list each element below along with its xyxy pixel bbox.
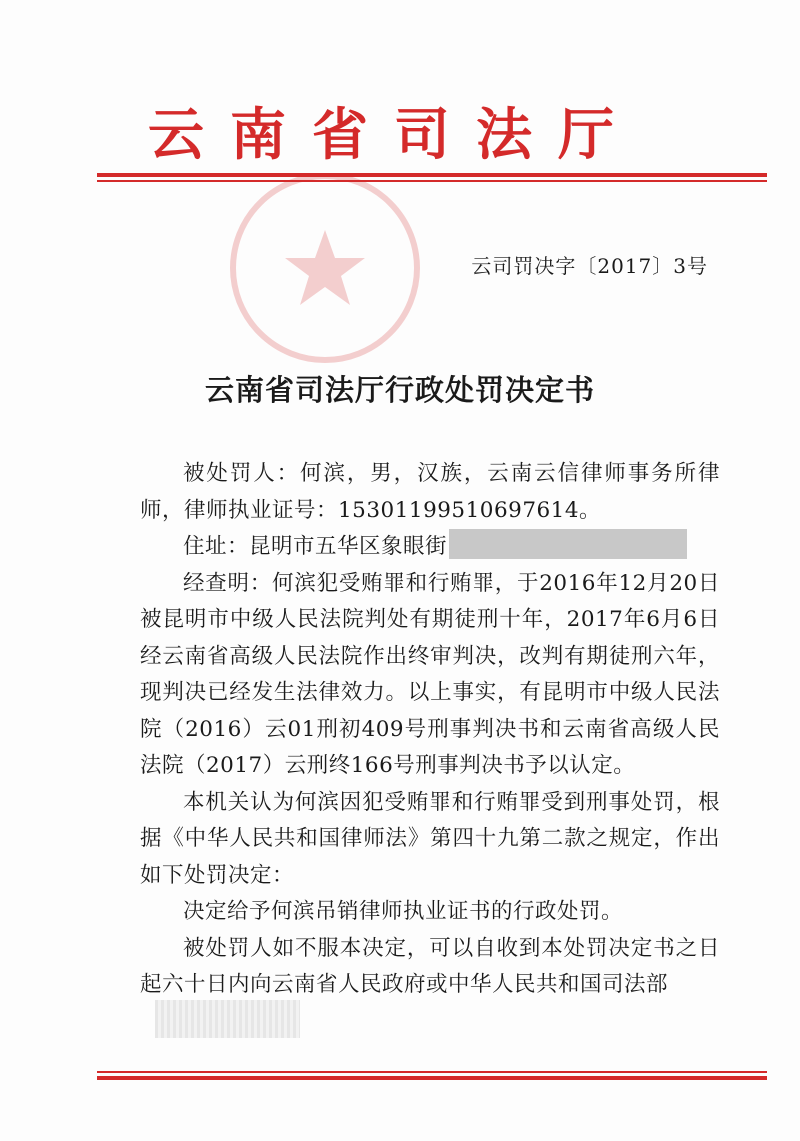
redacted-address	[449, 529, 687, 559]
document-title: 云南省司法厅行政处罚决定书	[204, 373, 595, 407]
official-seal	[225, 168, 425, 368]
document-number: 云司罚决字〔2017〕3号	[471, 254, 708, 278]
footer-rule-thick	[97, 1076, 767, 1080]
paragraph-address	[140, 529, 720, 566]
paragraph-appeal: 被处罚人如不服本决定，可以自收到本处罚决定书之日起六十日内向云南省人民政府或中华人民共和国司法部	[140, 935, 720, 997]
header-rule-thin	[97, 180, 767, 182]
paragraph-basis: 本机关认为何滨因犯受贿罪和行贿罪受到刑事处罚，根据《中华人民共和国律师法》第四十九第二款之规定，作出如下处罚决定：	[140, 789, 720, 888]
footer-rule-thin	[97, 1071, 767, 1073]
blurred-mark	[155, 1000, 300, 1038]
document-body	[140, 456, 720, 1004]
address-text: 住址：昆明市五华区象眼街	[183, 534, 448, 559]
paragraph-findings: 经查明：何滨犯受贿罪和行贿罪，于2016年12月20日被昆明市中级人民法院判处有期徒刑十年，2017年6月6日经云南省高级人民法院作出终审判决，改判有期徒刑六年，现判决已经发生法律效力。以上事实，有昆明市中级人民法院（2016）云01刑初409号刑事判决书和云南省高级人民法院（2017）云刑终166号刑事判决书予以认定。	[140, 570, 720, 778]
org-header-title: 云南省司法厅	[148, 102, 640, 168]
header-rule-thick	[97, 173, 767, 177]
paragraph-decision: 决定给予何滨吊销律师执业证书的行政处罚。	[183, 899, 624, 924]
paragraph-respondent: 被处罚人：何滨，男，汉族，云南云信律师事务所律师，律师执业证号：15301199510697614。	[140, 461, 720, 523]
